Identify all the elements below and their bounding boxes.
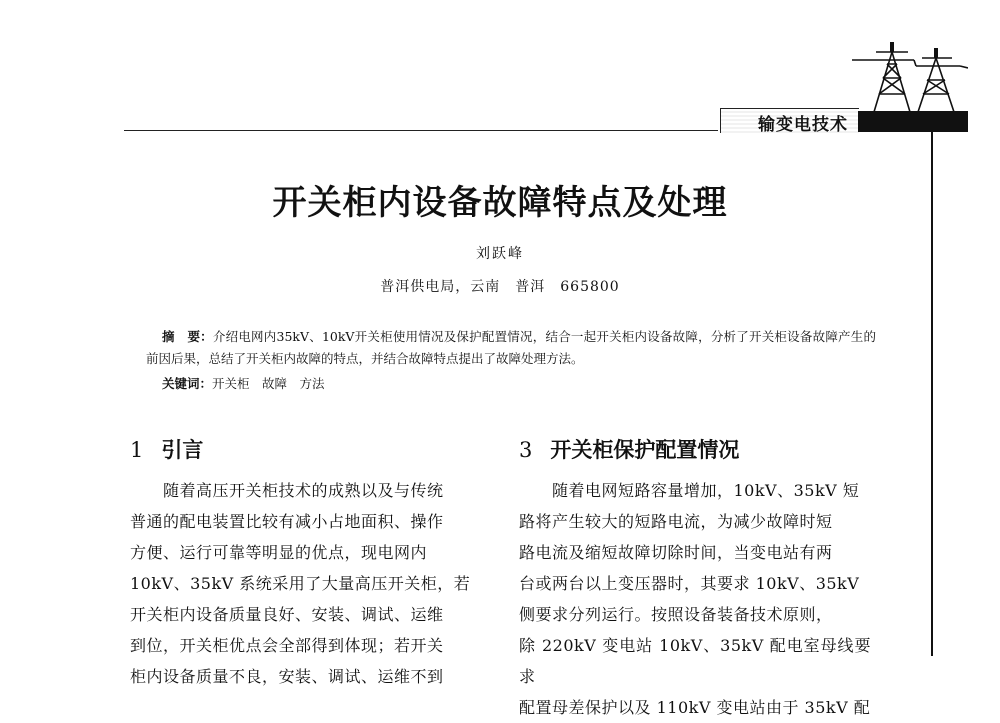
section-title: 开关柜保护配置情况 — [550, 438, 740, 462]
transmission-tower-icon — [852, 38, 968, 112]
section-heading-protection-config — [519, 434, 739, 464]
abstract — [146, 326, 876, 370]
journal-section-label: 输变电技术 — [758, 115, 848, 135]
abstract-text: 介绍电网内35kV、10kV开关柜使用情况及保护配置情况，结合一起开关柜内设备故障，分析了开关柜设备故障产生的前因后果，总结了开关柜内故障的特点，并结合故障特点提出了故障处理方法。 — [146, 329, 876, 366]
article-title: 开关柜内设备故障特点及处理 — [272, 183, 728, 223]
keywords-text: 开关柜 故障 方法 — [212, 376, 325, 391]
keywords-label: 关键词： — [162, 376, 213, 391]
section-body-introduction: 随着高压开关柜技术的成熟以及与传统 普通的配电装置比较有减小占地面积、操作 方便、运行可靠等明显的优点，现电网内 10kV、35kV 系统采用了大量高压开关柜，若 开关柜内设备质量良好、安装、调试、运维 到位，开关柜优点会全部得到体现；若开关 柜内设备质量不良，安装、调试、运维不到 — [130, 481, 471, 686]
section-body-protection-config: 随着电网短路容量增加，10kV、35kV 短 路将产生较大的短路电流，为减少故障时短 路电流及缩短故障切除时间，当变电站有两 台或两台以上变压器时，其要求 10kV、35kV 侧要求分列运行。按照设备装备技术原则， 除 220kV 变电站 10kV、35kV 配电室母线要求 配置母差保护以及 110kV 变电站由于 35kV 配 — [519, 481, 871, 717]
section-number: 1 — [130, 438, 144, 462]
abstract-label: 摘 要： — [162, 329, 213, 344]
keywords — [162, 374, 325, 392]
author-name: 刘跃峰 — [476, 246, 524, 262]
header-black-block — [858, 111, 968, 132]
author-affiliation: 普洱供电局，云南 普洱 665800 — [380, 279, 620, 295]
section-heading-introduction — [130, 434, 203, 464]
header-rule — [124, 130, 718, 131]
section-number: 3 — [519, 438, 533, 462]
section-title: 引言 — [161, 438, 204, 462]
